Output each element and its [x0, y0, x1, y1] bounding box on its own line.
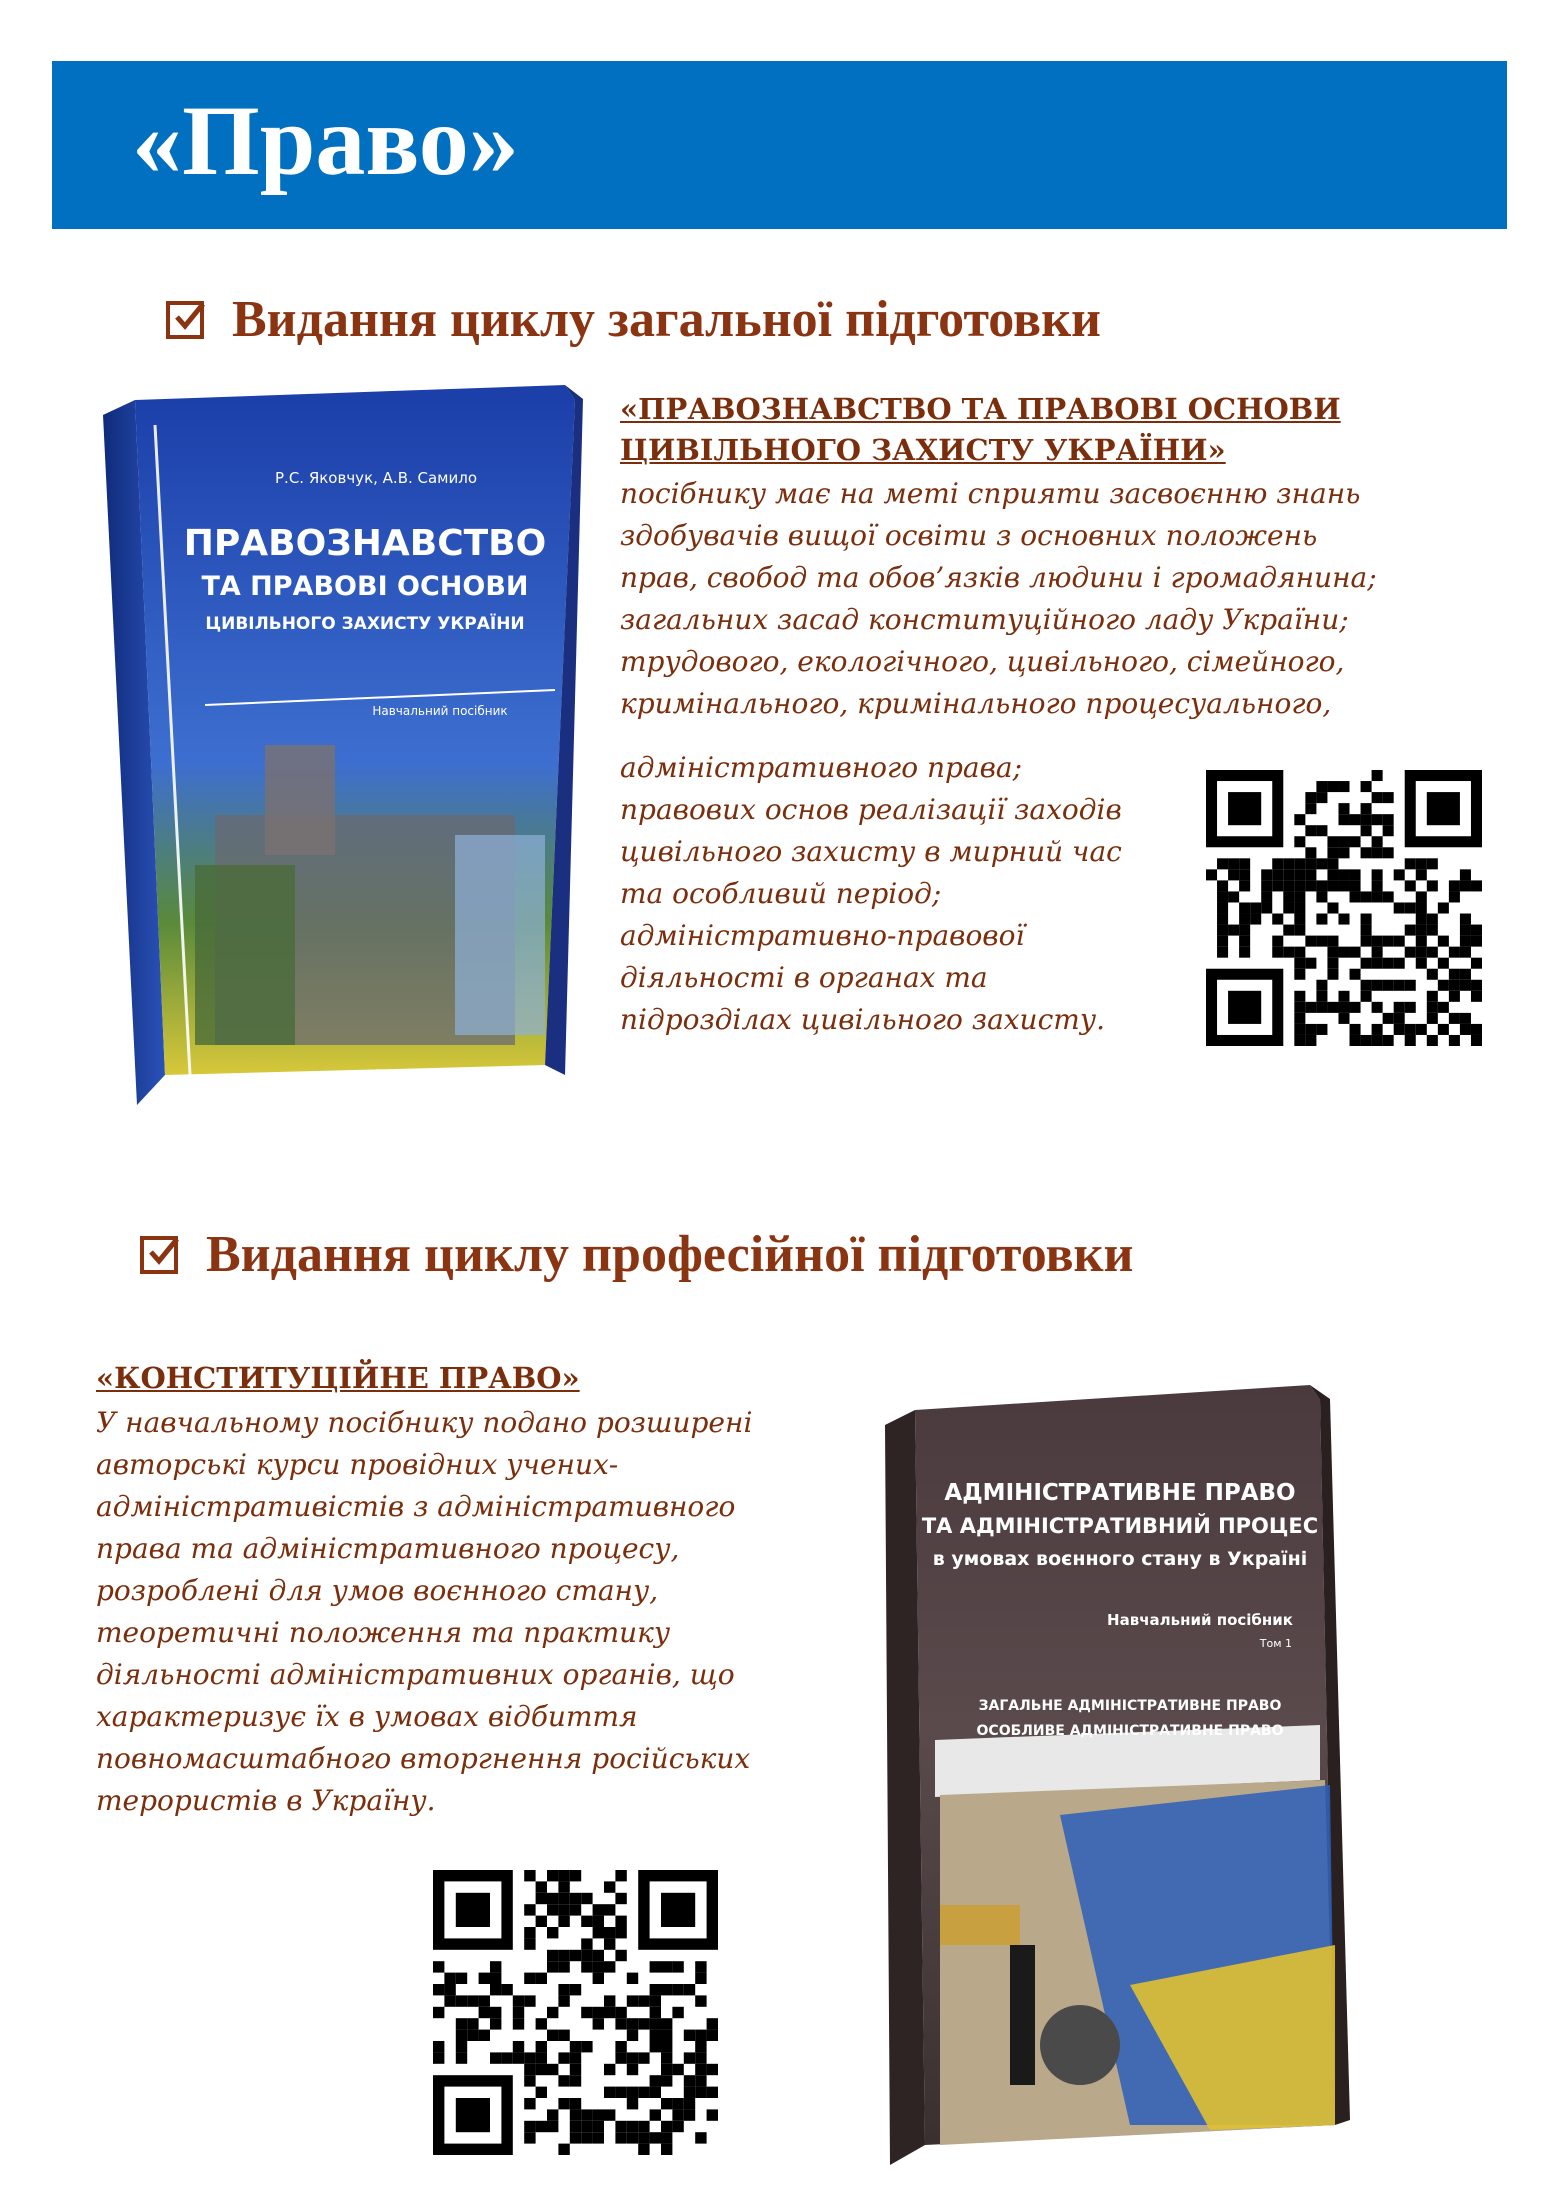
cover2-title-3: в умовах воєнного стану в Україні	[932, 1548, 1308, 1570]
cover-authors: Р.С. Яковчук, А.В. Самило	[275, 469, 478, 487]
cover2-volume: Том 1	[1259, 1637, 1292, 1650]
title-banner	[52, 61, 1507, 229]
cover2-part2: ОСОБЛИВЕ АДМІНІСТРАТИВНЕ ПРАВО	[976, 1723, 1284, 1739]
section-heading-text: Видання циклу загальної підготовки	[232, 291, 1102, 348]
cover2-title-1: АДМІНІСТРАТИВНЕ ПРАВО	[944, 1480, 1296, 1506]
section-heading-professional	[140, 1225, 1133, 1284]
book-description-part1: посібнику має на меті сприяти засвоєнню знань здобувачів вищої освіти з основних положень прав, свобод та обов’язків людини і громадянина; загальних засад конституційного ладу України; трудового, екологічного, цивільного, сімейного, кримінального, кримінального процесуального,	[620, 477, 1377, 720]
book-cover-administratyvne-pravo	[880, 1385, 1380, 2175]
checkbox-icon	[140, 1236, 178, 1274]
cover2-title-2: ТА АДМІНІСТРАТИВНИЙ ПРОЦЕС	[921, 1514, 1319, 1538]
section-heading-text: Видання циклу професійної підготовки	[206, 1226, 1134, 1283]
checkbox-icon	[166, 301, 204, 339]
cover-title-2: ТА ПРАВОВІ ОСНОВИ	[201, 571, 529, 602]
cover-title-1: ПРАВОЗНАВСТВО	[183, 523, 547, 564]
qr-code-pravoznavstvo[interactable]	[1206, 770, 1482, 1046]
book-description-part2: адміністративного права; правових основ реалізації заходів цивільного захисту в мирний час та особливий період; адміністративно-правової діяльності в органах та підрозділах цивільного захисту.	[620, 751, 1122, 1036]
book-cover-pravoznavstvo	[95, 385, 595, 1115]
page-title: «Право»	[132, 85, 519, 196]
cover2-subtitle: Навчальний посібник	[1107, 1611, 1293, 1629]
qr-code-konstytutsiine[interactable]	[433, 1870, 718, 2155]
book-description: У навчальному посібнику подано розширені авторські курси провідних учених- адміністративістів з адміністративного права та адміністративного процесу, розроблені для умов воєнного стану, теоретичні положення та практику діяльності адміністративних органів, що характеризує їх в умовах відбиття повномасштабного вторгнення російських терористів в Україну.	[96, 1406, 753, 1817]
cover-subtitle: Навчальний посібник	[372, 704, 508, 718]
book-title-pravoznavstvo: «ПРАВОЗНАВСТВО ТА ПРАВОВІ ОСНОВИ ЦИВІЛЬНОГО ЗАХИСТУ УКРАЇНИ»	[620, 392, 1341, 467]
book-title-konstytutsiine: «КОНСТИТУЦІЙНЕ ПРАВО»	[96, 1361, 580, 1395]
section-heading-general	[166, 290, 1101, 349]
cover-title-3: ЦИВІЛЬНОГО ЗАХИСТУ УКРАЇНИ	[205, 614, 525, 634]
cover2-part1: ЗАГАЛЬНЕ АДМІНІСТРАТИВНЕ ПРАВО	[978, 1698, 1282, 1714]
